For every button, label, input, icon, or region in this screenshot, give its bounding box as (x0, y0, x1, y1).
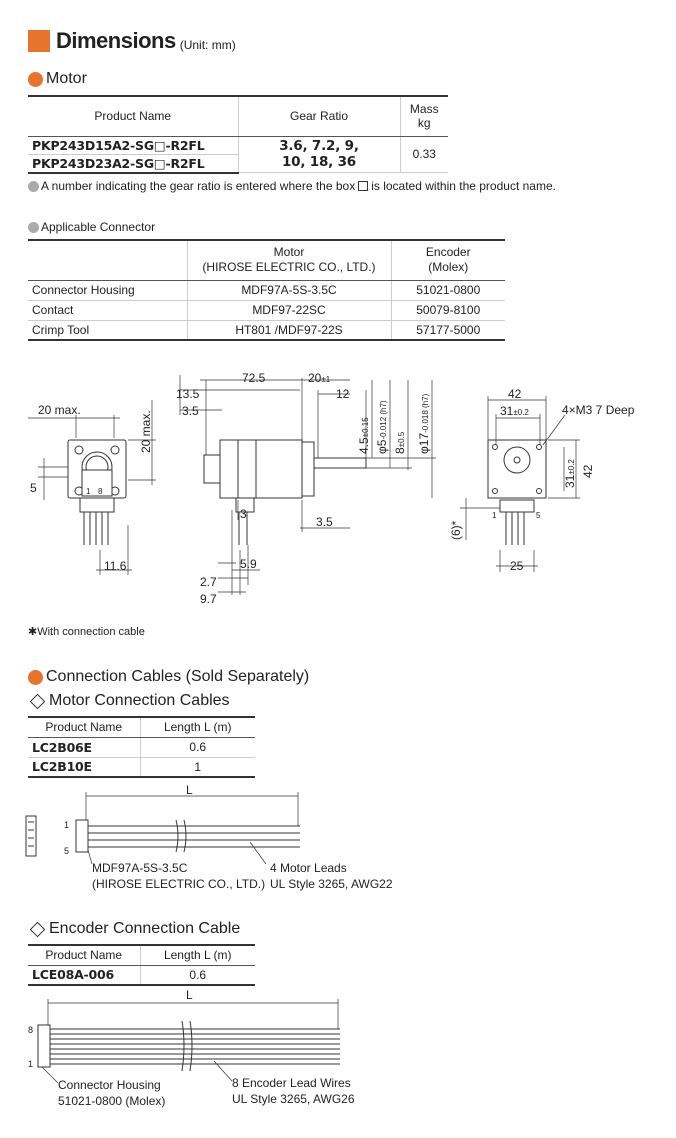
motor-table (28, 95, 448, 174)
col-gear-ratio: Gear Ratio (238, 96, 400, 136)
pin-5: 5 (536, 511, 541, 520)
motor-front-view (488, 440, 546, 545)
dim-72-5: 72.5 (242, 371, 266, 385)
connector-line1: Connector Housing (58, 1078, 161, 1092)
dimension-drawing (0, 360, 676, 620)
pin-5: 5 (64, 846, 70, 856)
motor-side-view (204, 440, 366, 545)
cables-heading-label: Connection Cables (Sold Separately) (46, 668, 310, 685)
pin-1b: 1 (492, 511, 497, 520)
row-encoder: 57177-5000 (391, 320, 505, 340)
dim-25: 25 (510, 559, 524, 573)
cable-length-label: L (186, 783, 193, 797)
encoder-cable-drawing (0, 985, 676, 1110)
pin-8: 8 (28, 1025, 34, 1035)
dim-20max-h: 20 max. (38, 403, 81, 417)
cable-length: 1 (140, 757, 255, 777)
motor-rear-view (68, 440, 126, 545)
leads-line1: 8 Encoder Lead Wires (232, 1076, 351, 1090)
box-icon (358, 181, 368, 191)
dim-42a: 42 (508, 387, 522, 401)
dim-31b: 31±0.2 (563, 459, 577, 488)
motor-col-line1: Motor (273, 245, 305, 260)
encoder-col-line2: (Molex) (428, 260, 469, 275)
connector-heading-label: Applicable Connector (41, 220, 156, 234)
col-mass (400, 96, 448, 136)
gray-dot-icon (28, 222, 39, 233)
dim-12: 12 (336, 387, 350, 401)
col-product-name: Product Name (28, 945, 140, 965)
dim-m3: 4×M3 7 Deep (562, 403, 635, 417)
gear-ratio-note (28, 179, 556, 193)
title-main: Dimensions (56, 28, 176, 53)
row-encoder: 50079-8100 (391, 300, 505, 320)
dim-3-5a: 3.5 (182, 404, 199, 418)
motor-col-line2: (HIROSE ELECTRIC CO., LTD.) (202, 260, 376, 275)
pin-1: 1 (28, 1059, 34, 1069)
dim-42b: 42 (581, 464, 595, 478)
dim-11-6: 11.6 (104, 559, 127, 573)
pin-8: 8 (98, 487, 103, 496)
note-post: is located within the product name. (371, 179, 556, 193)
motor-cable-heading-bold: Motor (49, 692, 90, 709)
motor-heading-label: Motor (46, 70, 87, 87)
motor-cable-table (28, 716, 255, 778)
pin-1: 1 (86, 487, 91, 496)
dim-6: (6)* (449, 520, 463, 540)
cable-name: LCE08A-006 (28, 965, 140, 985)
row-motor: MDF97-22SC (187, 300, 391, 320)
gear-ratio-values (238, 136, 400, 173)
leads-line1: 4 Motor Leads (270, 861, 347, 875)
orange-dot-icon (28, 72, 43, 87)
dim-20: 20±1 (308, 371, 331, 385)
drawing-footnote: ✱With connection cable (28, 626, 145, 638)
connector-line2: 51021-0800 (Molex) (58, 1094, 166, 1108)
cable-name: LC2B10E (28, 757, 140, 777)
connector-line1: MDF97A-5S-3.5C (92, 861, 188, 875)
diamond-icon (30, 693, 46, 709)
dim-13-5: 13.5 (176, 387, 200, 401)
motor-cable-heading (28, 692, 230, 710)
dim-5: 5 (30, 481, 37, 495)
leads-line2: UL Style 3265, AWG22 (270, 877, 393, 891)
row-motor: MDF97A-5S-3.5C (187, 280, 391, 300)
row-name: Contact (28, 300, 187, 320)
dim-phi5: φ5-0.012 (h7) (375, 400, 389, 454)
cable-length-label: L (186, 988, 193, 1002)
row-name: Connector Housing (28, 280, 187, 300)
encoder-col-line1: Encoder (425, 245, 471, 260)
motor-heading (28, 70, 87, 88)
connector-heading (28, 220, 155, 234)
connector-line2: (HIROSE ELECTRIC CO., LTD.) (92, 877, 266, 891)
encoder-cable-table (28, 944, 255, 986)
cables-heading (28, 668, 309, 686)
encoder-cable-heading (28, 920, 240, 938)
title-square-icon (28, 30, 50, 52)
dim-3: 3 (240, 507, 247, 521)
mass-header-line2: kg (417, 116, 431, 131)
product-name-2: PKP243D23A2-SG□-R2FL (28, 154, 238, 173)
leads-line2: UL Style 3265, AWG26 (232, 1092, 355, 1106)
dim-5-9: 5.9 (240, 557, 257, 571)
col-length: Length L (m) (140, 717, 255, 737)
row-name: Crimp Tool (28, 320, 187, 340)
motor-cable-heading-rest: Connection Cables (89, 692, 230, 709)
dim-9-7: 9.7 (200, 592, 217, 606)
dim-2-7: 2.7 (200, 575, 217, 589)
motor-cable-drawing (0, 780, 676, 895)
col-length: Length L (m) (140, 945, 255, 965)
dim-3-5b: 3.5 (316, 515, 333, 529)
mass-value: 0.33 (400, 136, 448, 173)
dim-31a: 31±0.2 (500, 404, 529, 418)
gear-line2: 10, 18, 36 (281, 154, 357, 171)
col-product-name: Product Name (28, 717, 140, 737)
cable-length: 0.6 (140, 965, 255, 985)
diamond-icon (30, 921, 46, 937)
title-unit: (Unit: mm) (179, 38, 236, 52)
page-title (28, 28, 236, 52)
encoder-cable-heading-label: Encoder Connection Cable (49, 920, 241, 937)
cable-name: LC2B06E (28, 737, 140, 757)
cable-length: 0.6 (140, 737, 255, 757)
connector-table (28, 239, 505, 341)
row-encoder: 51021-0800 (391, 280, 505, 300)
mass-header-line1: Mass (409, 102, 439, 117)
orange-dot-icon (28, 670, 43, 685)
gray-dot-icon (28, 181, 39, 192)
note-pre: A number indicating the gear ratio is entered where the box (41, 179, 356, 193)
dim-20max-v: 20 max. (139, 410, 153, 453)
dim-4-5: 4.5±0.15 (357, 417, 371, 454)
dim-phi17: φ17-0.018 (h7) (417, 393, 431, 454)
pin-1: 1 (64, 820, 70, 830)
product-name-1: PKP243D15A2-SG□-R2FL (28, 136, 238, 154)
col-encoder (391, 240, 505, 280)
col-product-name: Product Name (28, 96, 238, 136)
gear-line1: 3.6, 7.2, 9, (279, 138, 359, 155)
row-motor: HT801 /MDF97-22S (187, 320, 391, 340)
col-motor (187, 240, 391, 280)
dim-8: 8±0.5 (393, 431, 407, 454)
